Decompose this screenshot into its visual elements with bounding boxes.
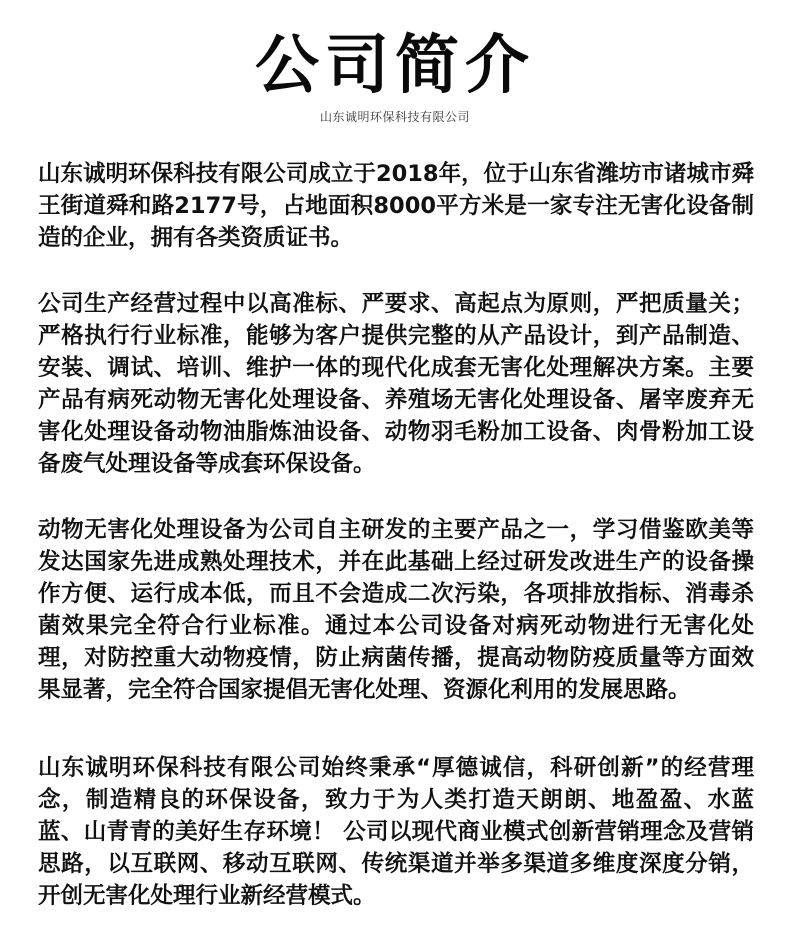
paragraph-company-founding: 山东诚明环保科技有限公司成立于2018年，位于山东省潍坊市诸城市舜王街道舜和路2177号，占地面积8000平方米是一家专注无害化设备制造的企业，拥有各类资质证书。 (38, 161, 754, 251)
paragraph-main-product: 动物无害化处理设备为公司自主研发的主要产品之一，学习借鉴欧美等发达国家先进成熟处理技术，并在此基础上经过研发改进生产的设备操作方便、运行成本低，而且不会造成二次污染，各项排放指标、消毒杀菌效果完全符合行业标准。通过本公司设备对病死动物进行无害化处理，对防控重大动物疫情，防止病菌传播，提高动物防疫质量等方面效果显著，完全符合国家提倡无害化处理、资源化利用的发展思路。 (38, 517, 754, 703)
company-subtitle: 山东诚明环保科技有限公司 (319, 110, 470, 124)
page-title: 公司简介 (255, 29, 535, 103)
paragraph-company-philosophy: 山东诚明环保科技有限公司始终秉承“厚德诚信，科研创新”的经营理念，制造精良的环保设备，致力于为人类打造天朗朗、地盈盈、水蓝蓝、山青青的美好生存环境！ 公司以现代商业模式创新营销理念及营销思路，以互联网、移动互联网、传统渠道并举多渠道多维度深度分销，开创无害化处理行业新经营模式。 (38, 755, 754, 909)
paragraph-business-principles: 公司生产经营过程中以高准标、严要求、高起点为原则，严把质量关；严格执行行业标准，能够为客户提供完整的从产品设计，到产品制造、安装、调试、培训、维护一体的现代化成套无害化处理解决方案。主要产品有病死动物无害化处理设备、养殖场无害化处理设备、屠宰废弃无害化处理设备动物油脂炼油设备、动物羽毛粉加工设备、肉骨粉加工设备废气处理设备等成套环保设备。 (38, 291, 754, 477)
page-header (0, 0, 790, 125)
